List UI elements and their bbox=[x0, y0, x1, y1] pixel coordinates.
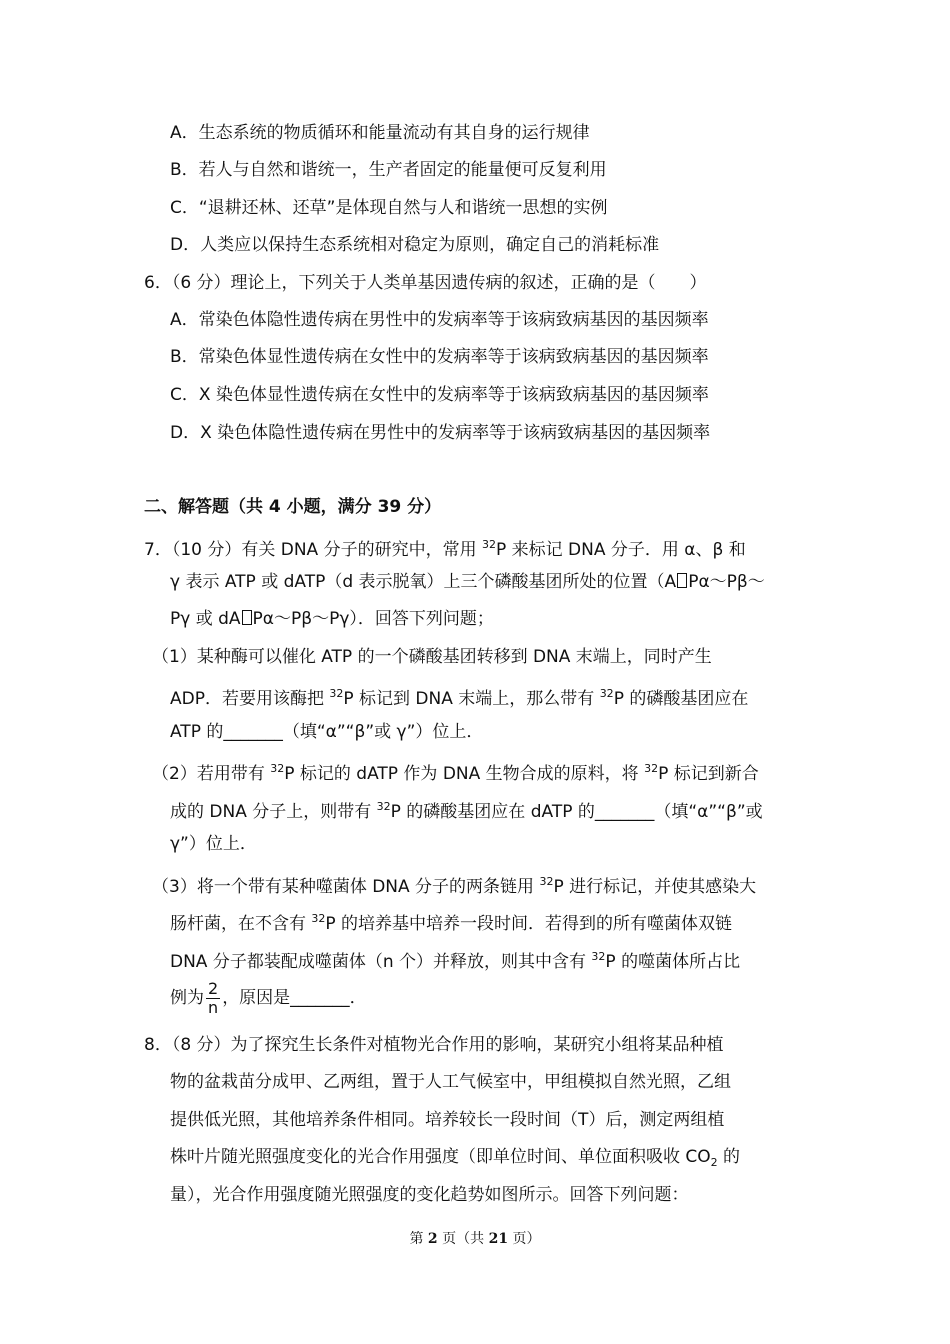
q8-line-5: 量），光合作用强度随光照强度的变化趋势如图所示。回答下列问题： bbox=[170, 1185, 689, 1205]
q7-part-1-line-3: ATP 的_______（填“α”“β”或 γ”）位上． bbox=[170, 722, 484, 742]
q7-part-3-line-2: 肠杆菌，在不含有 $^{32}$P 的培养基中培养一段时间．若得到的所有噬菌体双链 bbox=[170, 912, 733, 934]
q7-part-3-line-1: （3）将一个带有某种噬菌体 DNA 分子的两条链用 $^{32}$P 进行标记，并使其感染大 bbox=[152, 875, 757, 897]
q7-part-2-line-3: γ”）位上． bbox=[170, 834, 257, 854]
q7-line-1: 7．（10 分）有关 DNA 分子的研究中，常用 $^{32}$P 来标记 DNA 分子．用 α、β 和 bbox=[144, 538, 746, 560]
current-page-number: 2 bbox=[427, 1231, 438, 1247]
q7-part-3-line-4: 例为 $\frac{2}{n}$ ，原因是_______． bbox=[170, 978, 367, 1017]
q8-line-3: 提供低光照，其他培养条件相同。培养较长一段时间（T）后，测定两组植 bbox=[170, 1110, 725, 1130]
q7-part-2-line-2: 成的 DNA 分子上，则带有 $^{32}$P 的磷酸基团应在 dATP 的_______（填“α”“β”或 bbox=[170, 800, 763, 822]
q6-option-c: C．X 染色体显性遗传病在女性中的发病率等于该病致病基因的基因频率 bbox=[170, 385, 709, 405]
q6-stem: 6．（6 分）理论上，下列关于人类单基因遗传病的叙述，正确的是（ ） bbox=[144, 273, 707, 293]
q6-option-d: D．X 染色体隐性遗传病在男性中的发病率等于该病致病基因的基因频率 bbox=[170, 423, 711, 443]
total-page-count: 21 bbox=[488, 1231, 509, 1247]
q7-part-3-line-3: DNA 分子都装配成噬菌体（n 个）并释放，则其中含有 $^{32}$P 的噬菌体所占比 bbox=[170, 950, 741, 972]
q8-line-2: 物的盆栽苗分成甲、乙两组，置于人工气候室中，甲组模拟自然光照，乙组 bbox=[170, 1072, 731, 1092]
page-footer: 第 2 页（共 21 页） bbox=[409, 1231, 541, 1247]
q5-option-a: A．生态系统的物质循环和能量流动有其自身的运行规律 bbox=[170, 123, 590, 143]
q7-line-3: Pγ 或 dA Pα～Pβ～Pγ）．回答下列问题； bbox=[170, 609, 494, 629]
q7-part-1-line-1: （1）某种酶可以催化 ATP 的一个磷酸基团转移到 DNA 末端上，同时产生 bbox=[152, 647, 712, 667]
q8-line-1: 8．（8 分）为了探究生长条件对植物光合作用的影响，某研究小组将某品种植 bbox=[144, 1035, 724, 1055]
section-2-title: 二、解答题（共 4 小题，满分 39 分） bbox=[144, 497, 442, 517]
q7-part-2-line-1: （2）若用带有 $^{32}$P 标记的 dATP 作为 DNA 生物合成的原料，将 $^{32}$P 标记到新合 bbox=[152, 762, 759, 784]
q7-part-1-line-2: ADP．若要用该酶把 $^{32}$P 标记到 DNA 末端上，那么带有 $^{32}$P 的磷酸基团应在 bbox=[170, 687, 749, 709]
fraction-2-over-n: $\frac{2}{n}$ bbox=[208, 978, 219, 1017]
q5-option-b: B．若人与自然和谐统一，生产者固定的能量便可反复利用 bbox=[170, 160, 607, 180]
missing-glyph-icon bbox=[677, 573, 687, 588]
q5-option-c: C．“退耕还林、还草”是体现自然与人和谐统一思想的实例 bbox=[170, 198, 608, 218]
missing-glyph-icon bbox=[242, 610, 252, 625]
q8-line-4: 株叶片随光照强度变化的光合作用强度（即单位时间、单位面积吸收 $CO_2$ 的 bbox=[170, 1147, 741, 1169]
q7-line-2: γ 表示 ATP 或 dATP（d 表示脱氧）上三个磷酸基团所处的位置（A Pα～Pβ～ bbox=[170, 572, 765, 592]
q6-option-b: B．常染色体显性遗传病在女性中的发病率等于该病致病基因的基因频率 bbox=[170, 347, 709, 367]
q6-option-a: A．常染色体隐性遗传病在男性中的发病率等于该病致病基因的基因频率 bbox=[170, 310, 709, 330]
q5-option-d: D．人类应以保持生态系统相对稳定为原则，确定自己的消耗标准 bbox=[170, 235, 660, 255]
